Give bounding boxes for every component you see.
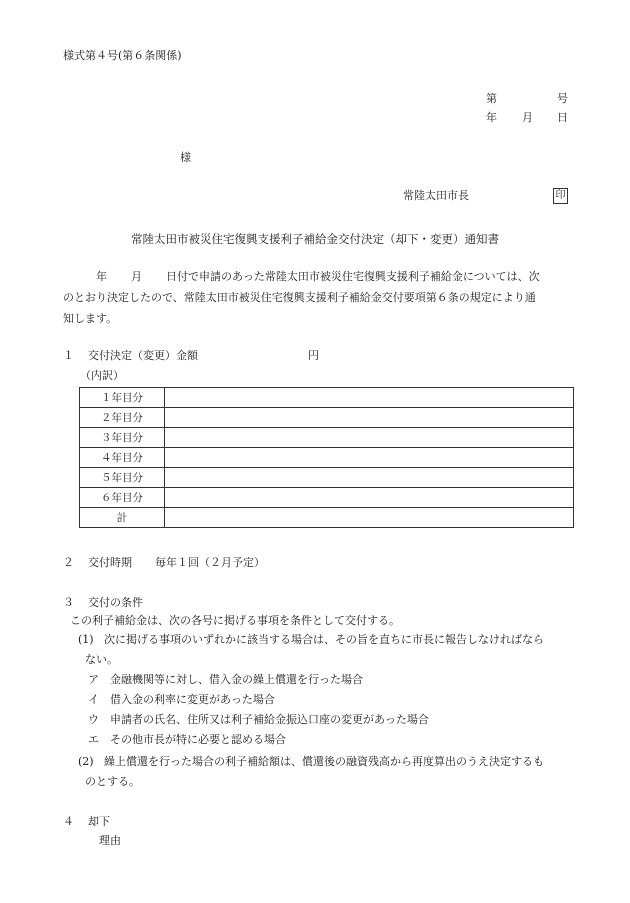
amount-cell <box>165 468 574 488</box>
section1-label: 交付決定（変更）金額 <box>88 349 198 362</box>
doc-number-suffix: 号 <box>557 92 568 105</box>
item1-num: (1) <box>78 633 94 646</box>
body-month: 月 <box>131 270 142 283</box>
amount-cell <box>165 388 574 408</box>
reason-label: 理由 <box>99 834 121 847</box>
sub-e-mark: エ <box>88 733 99 746</box>
section1-num: １ <box>63 349 74 362</box>
row-label: ５年目分 <box>80 468 165 488</box>
date-year: 年 <box>486 111 497 124</box>
breakdown-label: （内訳） <box>80 369 124 382</box>
row-label: ６年目分 <box>80 488 165 508</box>
table-row <box>80 488 574 508</box>
section4-label: 却下 <box>88 815 110 828</box>
sub-u-mark: ウ <box>88 713 99 726</box>
row-label-total: 計 <box>80 508 165 528</box>
item1-line1: 次に掲げる事項のいずれかに該当する場合は、その旨を直ちに市長に報告しなければなら <box>104 633 544 646</box>
body-year: 年 <box>96 270 107 283</box>
sub-u-text: 申請者の氏名、住所又は利子補給金振込口座の変更があった場合 <box>110 713 429 726</box>
row-label: ４年目分 <box>80 448 165 468</box>
section2-num: ２ <box>63 556 74 569</box>
breakdown-table <box>79 387 574 528</box>
sub-i-mark: イ <box>88 693 99 706</box>
table-row <box>80 448 574 468</box>
table-row <box>80 408 574 428</box>
section3-label: 交付の条件 <box>88 596 143 609</box>
sub-a-mark: ア <box>88 673 99 686</box>
section3-intro: この利子補給金は、次の各号に掲げる事項を条件として交付する。 <box>70 614 400 627</box>
item2-line1: 繰上償還を行った場合の利子補給額は、償還後の融資残高から再度算出のうえ決定するも <box>104 755 544 768</box>
amount-cell <box>165 408 574 428</box>
date-month: 月 <box>522 111 533 124</box>
section3-num: ３ <box>63 596 74 609</box>
doc-number-prefix: 第 <box>486 92 497 105</box>
seal-mark: 印 <box>553 188 568 204</box>
amount-cell <box>165 448 574 468</box>
body-text-2: のとおり決定したので、常陸太田市被災住宅復興支援利子補給金交付要項第６条の規定により通 <box>63 291 536 304</box>
row-label: ２年目分 <box>80 408 165 428</box>
body-text-3: 知します。 <box>63 312 118 325</box>
sub-a-text: 金融機関等に対し、借入金の繰上償還を行った場合 <box>110 673 363 686</box>
item2-line2: のとする。 <box>85 775 140 788</box>
section4-num: ４ <box>63 815 74 828</box>
table-row <box>80 468 574 488</box>
body-paragraph <box>63 266 583 329</box>
sub-e-text: その他市長が特に必要と認める場合 <box>110 733 286 746</box>
section2-label: 交付時期 <box>88 556 132 569</box>
table-row <box>80 388 574 408</box>
sub-i-text: 借入金の利率に変更があった場合 <box>110 693 275 706</box>
section2-value: 毎年１回（２月予定） <box>155 556 265 569</box>
date-day: 日 <box>557 111 568 124</box>
amount-cell <box>165 428 574 448</box>
table-row <box>80 508 574 528</box>
row-label: １年目分 <box>80 388 165 408</box>
item1-line2: ない。 <box>85 653 118 666</box>
row-label: ３年目分 <box>80 428 165 448</box>
table-row <box>80 428 574 448</box>
addressee-suffix: 様 <box>180 151 191 164</box>
amount-cell-total <box>165 508 574 528</box>
body-text-1: 日付で申請のあった常陸太田市被災住宅復興支援利子補給金については、次 <box>166 270 540 283</box>
section1-unit: 円 <box>308 349 319 362</box>
item2-num: (2) <box>78 755 94 768</box>
document-title: 常陸太田市被災住宅復興支援利子補給金交付決定（却下・変更）通知書 <box>131 232 499 246</box>
amount-cell <box>165 488 574 508</box>
issuer-name: 常陸太田市長 <box>403 189 469 202</box>
form-number: 様式第４号(第６条関係) <box>63 49 182 62</box>
